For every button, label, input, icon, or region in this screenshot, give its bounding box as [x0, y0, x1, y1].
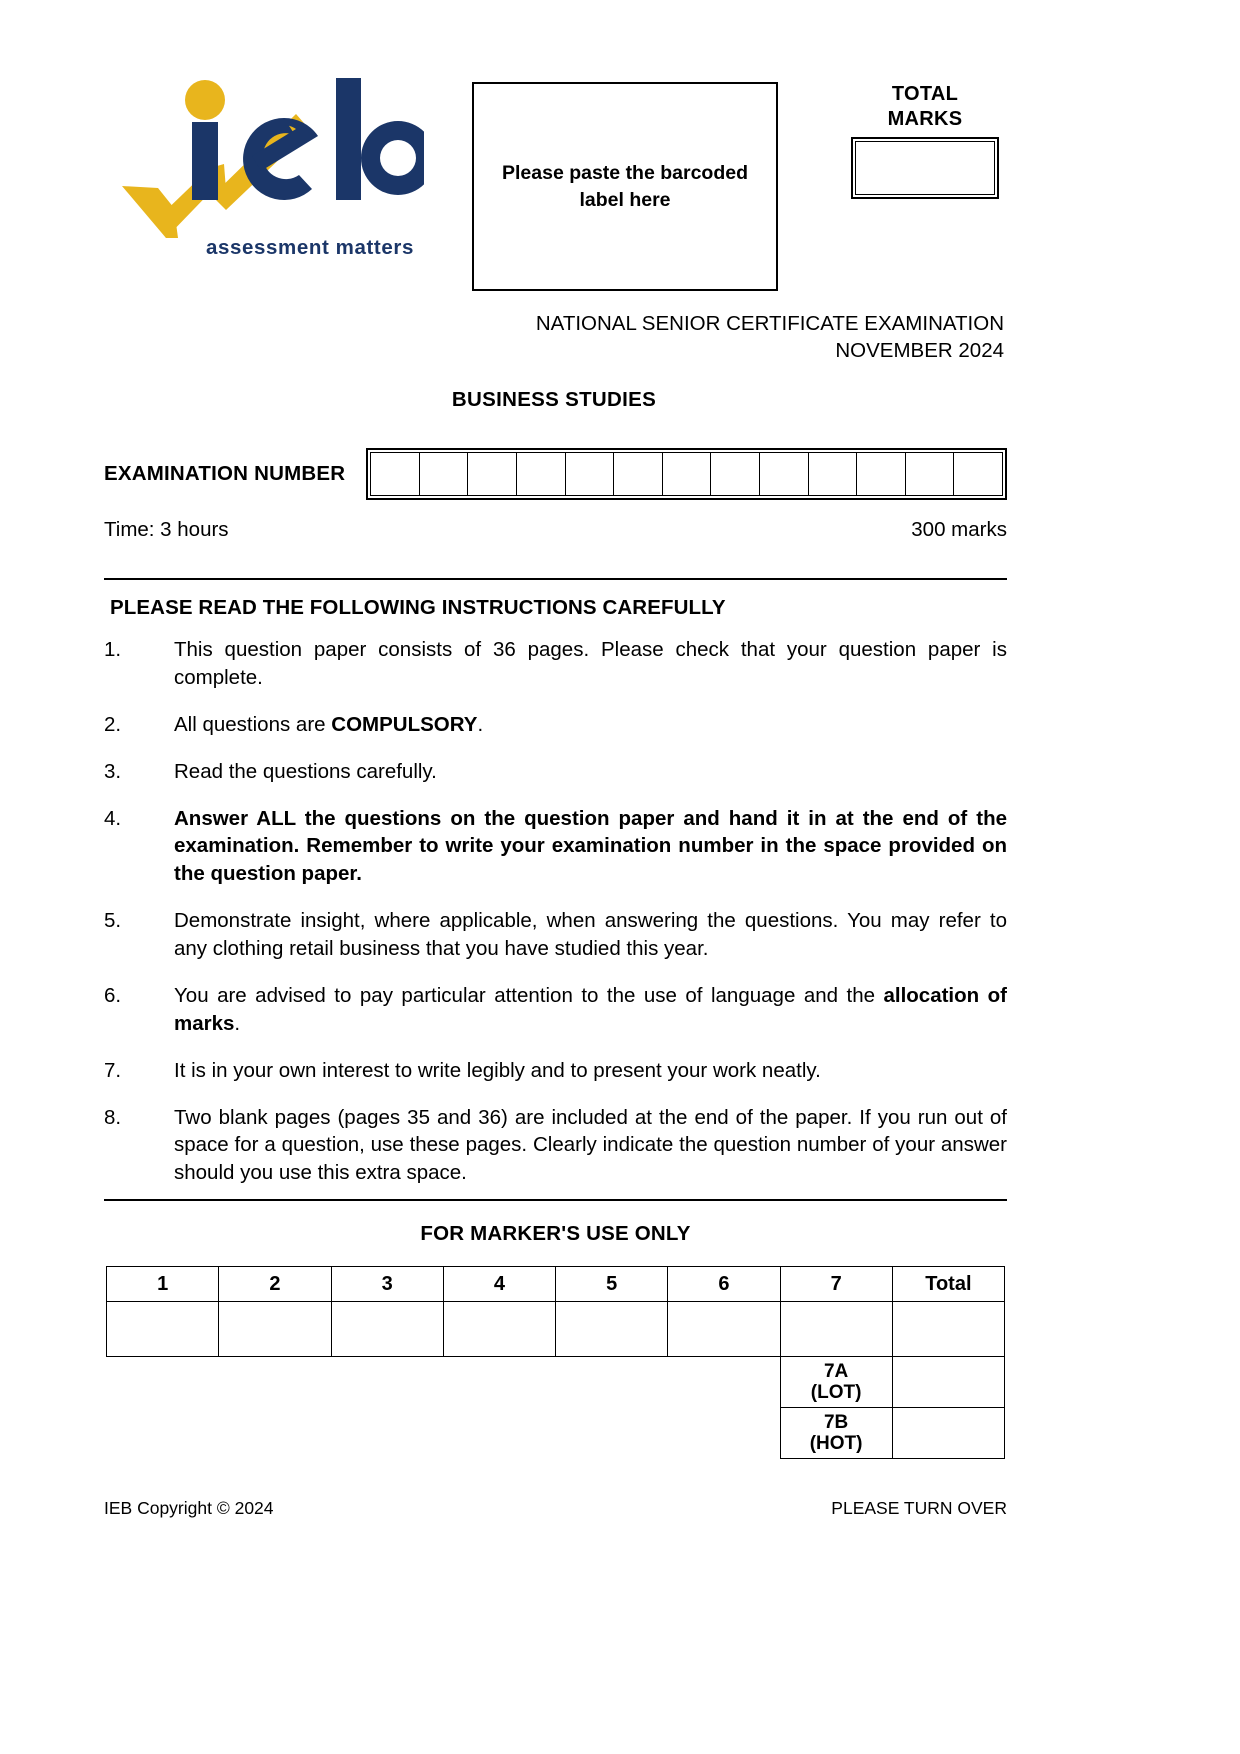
ieb-logo-mark — [114, 78, 424, 248]
marker-column-header: 2 — [219, 1267, 331, 1302]
total-marks-input-box[interactable] — [851, 137, 999, 199]
marker-mark-cell[interactable] — [331, 1302, 443, 1357]
marker-column-header: Total — [892, 1267, 1004, 1302]
barcode-instruction — [495, 160, 755, 213]
marker-sub-empty-cell — [556, 1357, 668, 1408]
total-marks-label-line1: TOTAL — [891, 83, 959, 105]
marker-mark-cell[interactable] — [668, 1302, 780, 1357]
instruction-text: Two blank pages (pages 35 and 36) are included at the end of the paper. If you run out of space for a question, use these pages. Clearly indicate the question number of your answer should you use this extra space. — [174, 1105, 1007, 1185]
instructions-list — [104, 636, 1007, 1206]
total-marks-section — [850, 82, 1000, 199]
instruction-number: 8. — [104, 1105, 122, 1129]
certificate-line: NATIONAL SENIOR CERTIFICATE EXAMINATION — [535, 312, 1004, 335]
marker-sub-empty-cell — [556, 1408, 668, 1459]
marker-mark-cell[interactable] — [107, 1302, 219, 1357]
marker-sub-empty-cell — [331, 1408, 443, 1459]
time-and-marks-row — [104, 518, 1007, 542]
marker-sub-empty-cell — [219, 1408, 331, 1459]
instruction-item — [104, 711, 1007, 739]
marker-sub-empty-cell — [668, 1408, 780, 1459]
instruction-number: 1. — [104, 638, 122, 661]
subject-title: BUSINESS STUDIES — [451, 388, 657, 411]
marker-sub-empty-cell — [443, 1357, 555, 1408]
marker-sub-empty-cell — [107, 1357, 219, 1408]
marker-mark-cell[interactable] — [556, 1302, 668, 1357]
page-header — [104, 70, 1004, 290]
examination-number-label: EXAMINATION NUMBER — [104, 462, 346, 485]
instruction-text: Read the questions carefully. — [174, 759, 437, 783]
marker-sub-row — [107, 1357, 1005, 1408]
instruction-number: 3. — [104, 759, 122, 783]
session-line: NOVEMBER 2024 — [835, 339, 1004, 363]
instruction-item — [104, 1104, 1007, 1188]
instruction-number: 2. — [104, 712, 122, 736]
marker-column-header: 6 — [668, 1267, 780, 1302]
instructions-heading: PLEASE READ THE FOLLOWING INSTRUCTIONS CAREFULLY — [110, 596, 726, 619]
ieb-logo — [114, 78, 424, 273]
marker-sub-empty-cell — [443, 1408, 555, 1459]
copyright-notice: IEB Copyright © 2024 — [104, 1498, 274, 1518]
marker-sub-empty-cell — [331, 1357, 443, 1408]
marker-mark-cell[interactable] — [892, 1302, 1004, 1357]
examination-number-cell[interactable] — [954, 453, 1002, 495]
instruction-number: 6. — [104, 983, 122, 1007]
marker-sub-empty-cell — [219, 1357, 331, 1408]
marker-use-table — [106, 1266, 1005, 1459]
marker-sub-empty-cell — [107, 1408, 219, 1459]
examination-number-cell[interactable] — [711, 453, 760, 495]
divider-bottom — [104, 1199, 1007, 1201]
exam-duration: Time: 3 hours — [104, 518, 229, 541]
examination-number-cell[interactable] — [614, 453, 663, 495]
instruction-text: This question paper consists of 36 pages. Please check that your question paper is complete. — [174, 638, 1007, 689]
marker-sub-label-line1: 7A — [823, 1360, 849, 1382]
marker-column-header: 1 — [107, 1267, 219, 1302]
marker-header-row — [107, 1267, 1005, 1302]
marker-mark-cell[interactable] — [443, 1302, 555, 1357]
divider-top — [104, 578, 1007, 580]
instruction-item — [104, 758, 1007, 786]
examination-number-cell[interactable] — [517, 453, 566, 495]
marker-sub-label — [780, 1408, 892, 1459]
barcode-label-box[interactable] — [472, 82, 778, 291]
instruction-text: It is in your own interest to write legibly and to present your work neatly. — [174, 1058, 821, 1082]
total-marks-label — [850, 82, 1000, 132]
instruction-text: All questions are COMPULSORY. — [174, 712, 484, 736]
marker-mark-cell[interactable] — [219, 1302, 331, 1357]
instruction-item — [104, 982, 1007, 1038]
examination-number-cell[interactable] — [566, 453, 615, 495]
barcode-instruction-line2: label here — [579, 188, 671, 211]
total-marks-label-line2: MARKS — [887, 108, 963, 130]
examination-number-cell[interactable] — [663, 453, 712, 495]
marker-sub-row — [107, 1408, 1005, 1459]
examination-number-cell[interactable] — [857, 453, 906, 495]
instruction-item — [104, 636, 1007, 692]
turn-over-notice: PLEASE TURN OVER — [831, 1498, 1007, 1518]
examination-number-cell[interactable] — [468, 453, 517, 495]
marker-sub-value-cell[interactable] — [892, 1408, 1004, 1459]
marker-column-header: 4 — [443, 1267, 555, 1302]
page-footer — [104, 1498, 1007, 1519]
marker-section-heading: FOR MARKER'S USE ONLY — [420, 1222, 691, 1245]
marker-sub-label-line1: 7B — [823, 1411, 849, 1433]
instruction-text: Answer ALL the questions on the question paper and hand it in at the end of the examination. Remember to write your examination number in the space provided on the question paper. — [174, 806, 1007, 886]
instruction-item — [104, 805, 1007, 889]
marker-sub-label-line2: (LOT) — [810, 1382, 862, 1403]
exam-total-marks: 300 marks — [911, 518, 1007, 541]
examination-number-grid[interactable] — [366, 448, 1007, 500]
examination-number-cell[interactable] — [371, 453, 420, 495]
instruction-number: 5. — [104, 909, 122, 933]
instruction-text: Demonstrate insight, where applicable, when answering the questions. You may refer to any clothing retail business that you have studied this year. — [174, 909, 1007, 960]
marker-sub-label-line2: (HOT) — [809, 1433, 863, 1454]
logo-tagline: assessment matters — [206, 236, 414, 259]
marker-sub-value-cell[interactable] — [892, 1357, 1004, 1408]
exam-title-block — [104, 310, 1004, 364]
marker-column-header: 7 — [780, 1267, 892, 1302]
examination-number-cell[interactable] — [809, 453, 858, 495]
marker-sub-label — [780, 1357, 892, 1408]
instruction-number: 4. — [104, 806, 122, 830]
barcode-instruction-line1: Please paste the barcoded — [501, 162, 749, 185]
instruction-number: 7. — [104, 1058, 122, 1082]
instruction-text: You are advised to pay particular attention to the use of language and the allocation of marks. — [174, 983, 1007, 1035]
examination-number-cells[interactable] — [370, 452, 1003, 496]
marker-sub-empty-cell — [668, 1357, 780, 1408]
instruction-item — [104, 1057, 1007, 1085]
marker-marks-row — [107, 1302, 1005, 1357]
instruction-item — [104, 907, 1007, 963]
examination-number-cell[interactable] — [420, 453, 469, 495]
marker-column-header: 5 — [556, 1267, 668, 1302]
examination-number-row — [104, 446, 1007, 502]
marker-mark-cell[interactable] — [780, 1302, 892, 1357]
marker-column-header: 3 — [331, 1267, 443, 1302]
examination-number-cell[interactable] — [760, 453, 809, 495]
examination-number-cell[interactable] — [906, 453, 955, 495]
